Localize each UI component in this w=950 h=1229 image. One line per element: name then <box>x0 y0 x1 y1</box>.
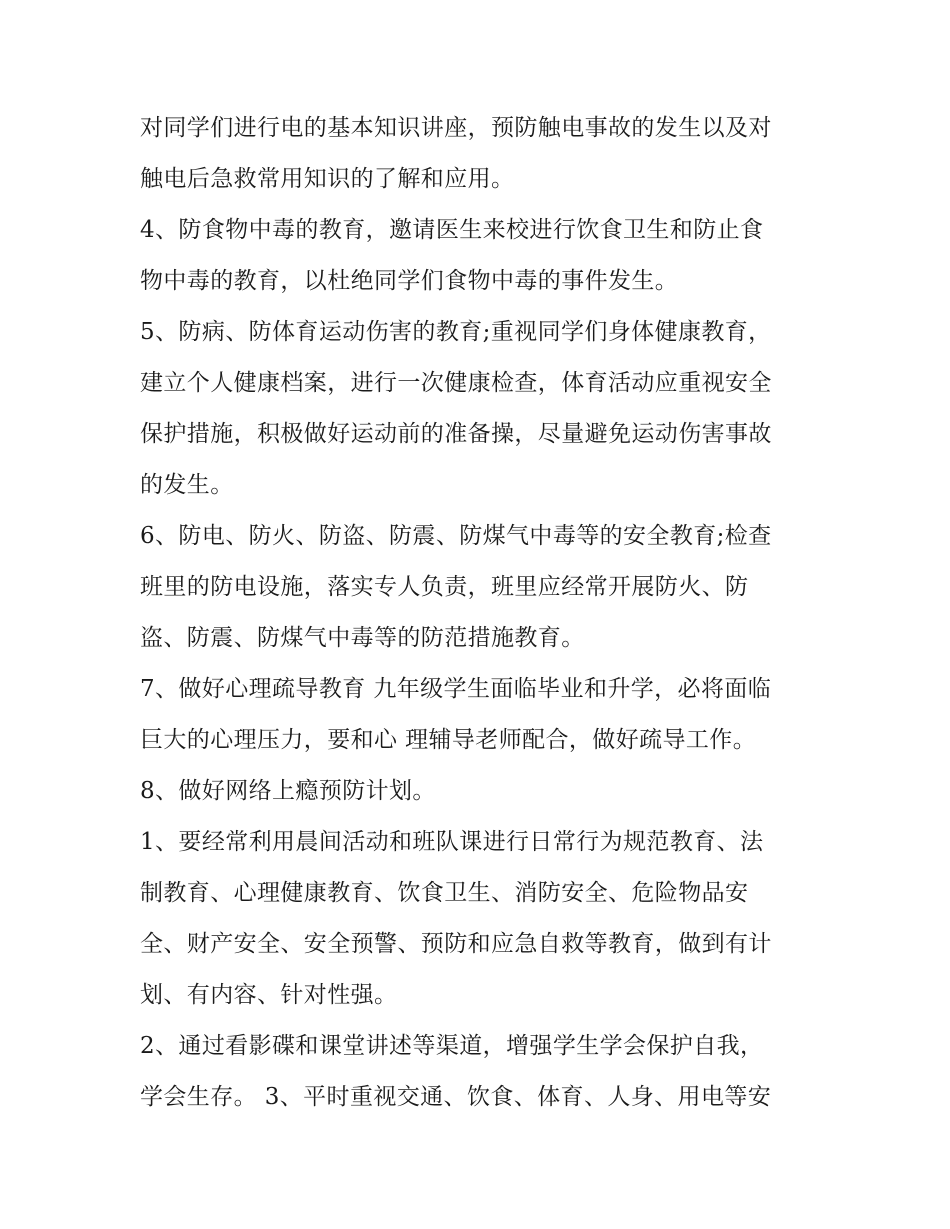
text-line: 物中毒的教育，以杜绝同学们食物中毒的事件发生。 <box>140 268 679 294</box>
text-line: 触电后急救常用知识的了解和应用。 <box>140 166 515 192</box>
text-line: 4、防食物中毒的教育，邀请医生来校进行饮食卫生和防止食 <box>140 217 764 243</box>
text-line: 8、做好网络上瘾预防计划。 <box>140 778 436 804</box>
text-line: 1、要经常利用晨间活动和班队课进行日常行为规范教育、法 <box>140 829 764 855</box>
text-line: 5、防病、防体育运动伤害的教育;重视同学们身体健康教育， <box>140 319 772 345</box>
text-line: 全、财产安全、安全预警、预防和应急自救等教育，做到有计 <box>140 931 772 957</box>
text-line: 建立个人健康档案，进行一次健康检查，体育活动应重视安全 <box>140 370 772 396</box>
text-line: 保护措施，积极做好运动前的准备操，尽量避免运动伤害事故 <box>140 421 772 447</box>
text-line: 班里的防电设施，落实专人负责，班里应经常开展防火、防 <box>140 574 749 600</box>
text-line: 2、通过看影碟和课堂讲述等渠道，增强学生学会保护自我， <box>140 1033 764 1059</box>
text-line: 划、有内容、针对性强。 <box>140 982 398 1008</box>
text-line: 巨大的心理压力，要和心 理辅导老师配合，做好疏导工作。 <box>140 727 757 753</box>
text-line: 制教育、心理健康教育、饮食卫生、消防安全、危险物品安 <box>140 880 749 906</box>
text-line: 学会生存。 3、平时重视交通、饮食、体育、人身、用电等安 <box>140 1084 772 1110</box>
document-body <box>140 103 840 1123</box>
text-line: 6、防电、防火、防盗、防震、防煤气中毒等的安全教育;检查 <box>140 523 772 549</box>
text-line: 7、做好心理疏导教育 九年级学生面临毕业和升学，必将面临 <box>140 676 772 702</box>
text-line: 盗、防震、防煤气中毒等的防范措施教育。 <box>140 625 585 651</box>
text-line: 对同学们进行电的基本知识讲座，预防触电事故的发生以及对 <box>140 115 772 141</box>
text-line: 的发生。 <box>140 472 234 498</box>
